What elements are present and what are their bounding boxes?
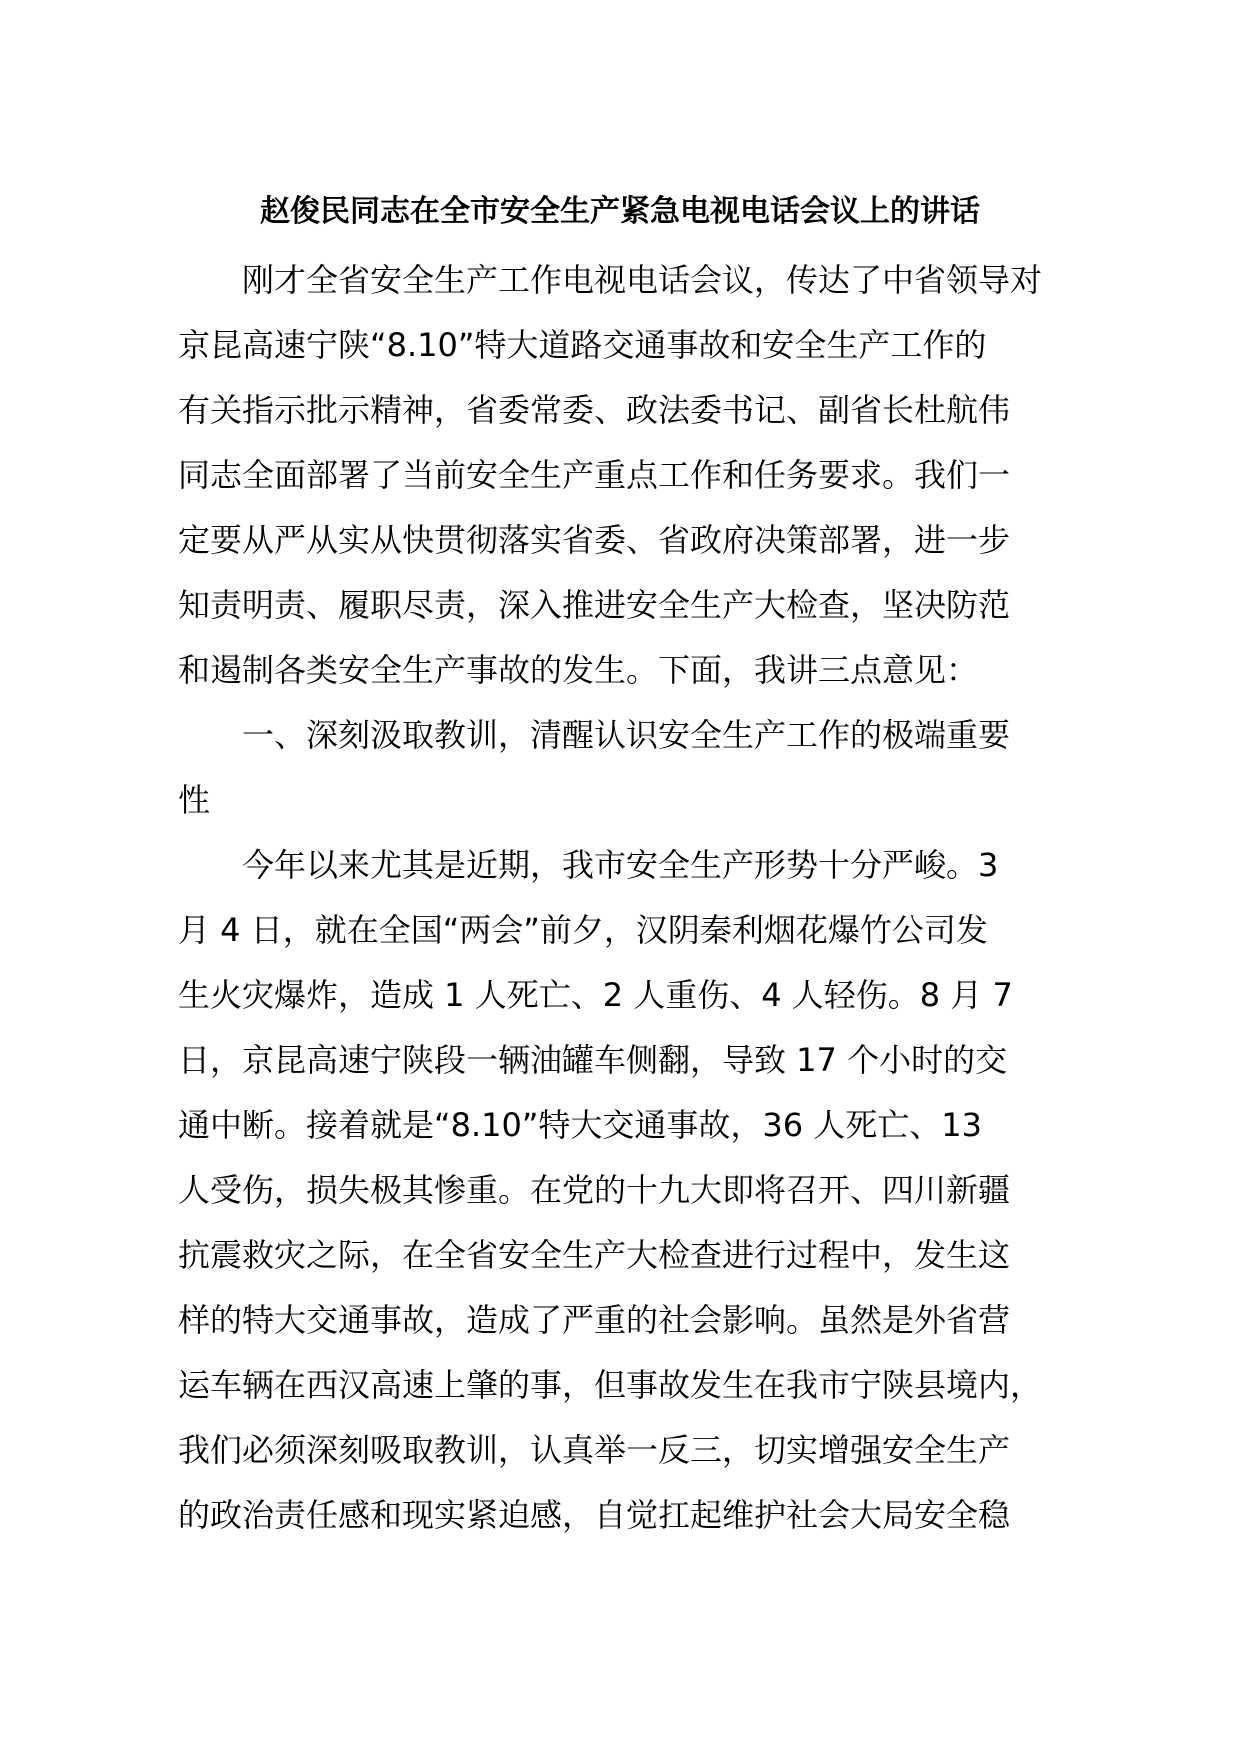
text-line: 人受伤，损失极其惨重。在党的十九大即将召开、四川新疆 [178,1171,1011,1209]
text-line: 我们必须深刻吸取教训，认真举一反三，切实增强安全生产 [178,1431,1011,1469]
document-body [178,248,1078,1548]
section-heading-line: 一、深刻汲取教训，清醒认识安全生产工作的极端重要 [178,716,1011,754]
text-line: 有关指示批示精神，省委常委、政法委书记、副省长杜航伟 [178,391,1011,429]
document-title: 赵俊民同志在全市安全生产紧急电视电话会议上的讲话 [260,194,980,229]
text-line: 通中断。接着就是“8.10”特大交通事故，36 人死亡、13 [178,1106,983,1144]
text-line: 和遏制各类安全生产事故的发生。下面，我讲三点意见： [178,651,979,689]
text-line: 同志全面部署了当前安全生产重点工作和任务要求。我们一 [178,456,1011,494]
section-heading-line: 性 [178,781,211,819]
text-line: 抗震救灾之际，在全省安全生产大检查进行过程中，发生这 [178,1236,1011,1274]
text-line: 定要从严从实从快贯彻落实省委、省政府决策部署，进一步 [178,521,1011,559]
text-line: 刚才全省安全生产工作电视电话会议，传达了中省领导对 [178,261,1043,299]
text-line: 月 4 日，就在全国“两会”前夕，汉阴秦利烟花爆竹公司发 [178,911,988,949]
text-line: 知责明责、履职尽责，深入推进安全生产大检查，坚决防范 [178,586,1011,624]
text-line: 样的特大交通事故，造成了严重的社会影响。虽然是外省营 [178,1301,1011,1339]
text-line: 的政治责任感和现实紧迫感，自觉扛起维护社会大局安全稳 [178,1496,1011,1534]
text-line: 运车辆在西汉高速上肇的事，但事故发生在我市宁陕县境内， [178,1366,1043,1404]
text-line: 京昆高速宁陕“8.10”特大道路交通事故和安全生产工作的 [178,326,987,364]
text-line: 日，京昆高速宁陕段一辆油罐车侧翻，导致 17 个小时的交 [178,1041,1008,1079]
text-line: 今年以来尤其是近期，我市安全生产形势十分严峻。3 [178,846,999,884]
text-line: 生火灾爆炸，造成 1 人死亡、2 人重伤、4 人轻伤。8 月 7 [178,976,1013,1014]
